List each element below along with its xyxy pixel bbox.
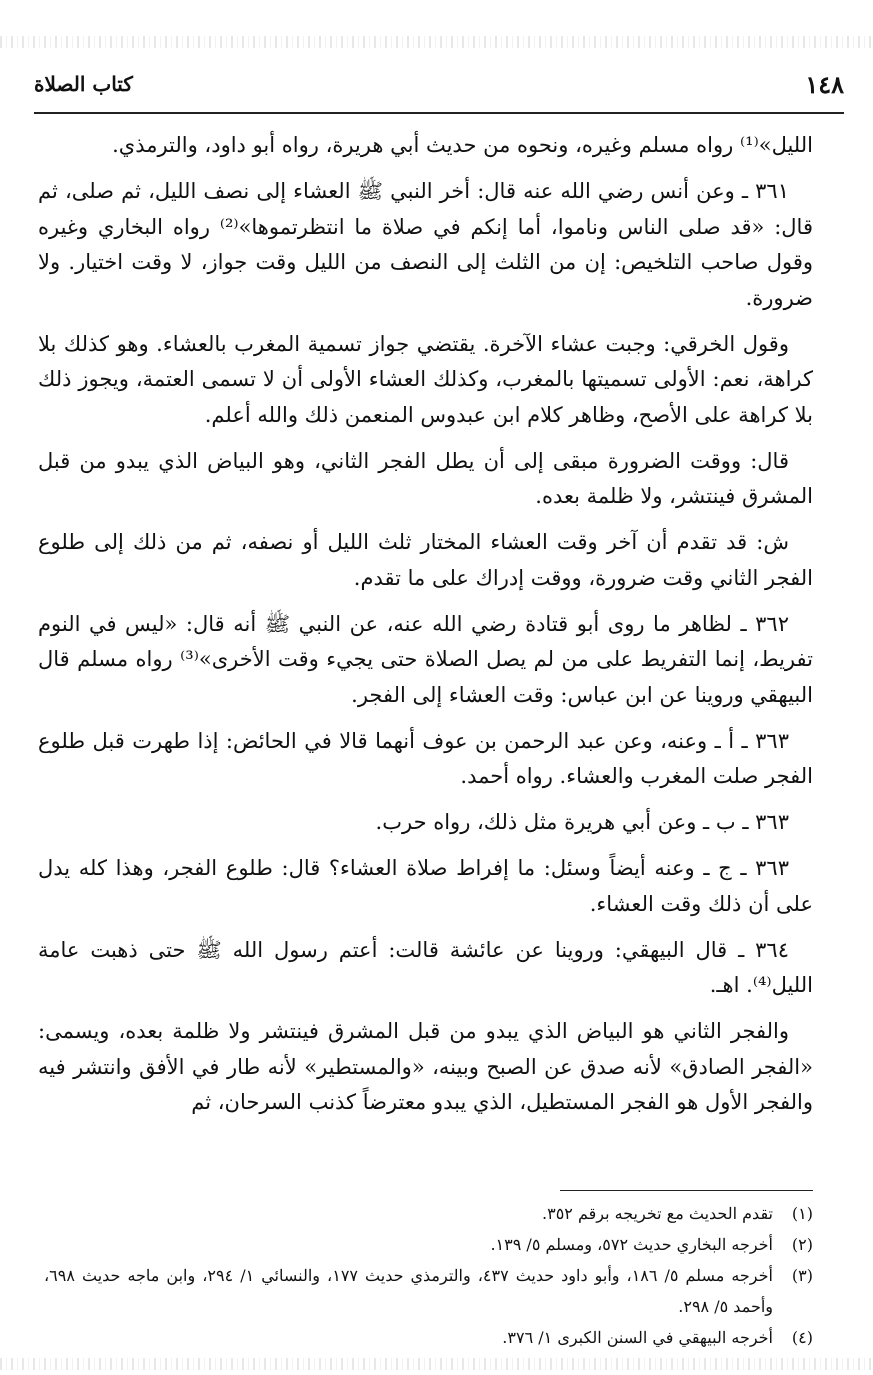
paragraph: وقول الخرقي: وجبت عشاء الآخرة. يقتضي جواز تسمية المغرب بالعشاء. وهو كذلك بلا كراهة، نعم: الأولى تسميتها بالمغرب، وكذلك العشاء الأولى أن لا تسمى العتمة، ويجوز ذلك بلا كراهة على الأصح، وظاهر كلام ابن عبدوس المنعمن ذلك والله أعلم. — [38, 331, 813, 427]
footnote — [44, 1198, 813, 1229]
paragraph: ٣٦٣ ـ أ ـ وعنه، وعن عبد الرحمن بن عوف أنهما قالا في الحائض: إذا طهرت قبل طلوع الفجر صلت المغرب والعشاء. رواه أحمد. — [38, 728, 813, 788]
footnote — [44, 1260, 813, 1322]
header-rule — [34, 112, 844, 114]
footnote-number: (٤) — [791, 1328, 813, 1347]
paragraph: والفجر الثاني هو البياض الذي يبدو من قبل المشرق فينتشر ولا ظلمة بعده، ويسمى: «الفجر الصادق» لأنه صدق عن الصبح وبينه، «والمستطير» لأنه طار في الأفق وانتشر فيه والفجر الأول هو الفجر المستطيل، الذي يبدو معترضاً كذنب السرحان، ثم — [38, 1019, 813, 1114]
paragraph: ش: قد تقدم أن آخر وقت العشاء المختار ثلث الليل أو نصفه، ثم من ذلك إلى طلوع الفجر الثاني وقت ضرورة، ووقت إدراك على ما تقدم. — [38, 530, 813, 590]
footnote-text: أخرجه البخاري حديث ٥٧٢، ومسلم ٥/ ١٣٩. — [490, 1235, 773, 1254]
footnote-rule — [560, 1190, 813, 1191]
footnote-number: (١) — [791, 1204, 813, 1223]
footnotes — [44, 1198, 813, 1353]
footnote — [44, 1322, 813, 1353]
paragraph: قال: ووقت الضرورة مبقى إلى أن يطل الفجر الثاني، وهو البياض الذي يبدو من قبل المشرق فينتشر، ولا ظلمة بعده. — [38, 448, 813, 508]
main-text — [38, 128, 813, 1131]
footnote-number: (٢) — [791, 1235, 813, 1254]
page-number: ١٤٨ — [805, 70, 844, 99]
footnote-text: أخرجه مسلم ٥/ ١٨٦، وأبو داود حديث ٤٣٧، والترمذي حديث ١٧٧، والنسائي ١/ ٢٩٤، وابن ماجه حديث ٦٩٨، وأحمد ٥/ ٢٩٨. — [44, 1266, 773, 1316]
footnote-number: (٣) — [791, 1266, 813, 1285]
scan-noise-top — [0, 36, 873, 48]
paragraph: ٣٦٣ ـ ج ـ وعنه أيضاً وسئل: ما إفراط صلاة العشاء؟ قال: طلوع الفجر، وهذا كله يدل على أن ذلك وقت العشاء. — [38, 856, 813, 916]
scan-noise-bottom — [0, 1358, 873, 1370]
footnote — [44, 1229, 813, 1260]
paragraph: ٣٦٣ ـ ب ـ وعن أبي هريرة مثل ذلك، رواه حرب. — [375, 810, 789, 834]
paragraph: ٣٦٢ ـ لظاهر ما روى أبو قتادة رضي الله عنه، عن النبي ﷺ أنه قال: «ليس في النوم تفريط، إنما التفريط على من لم يصل الصلاة حتى يجيء وقت الأخرى»⁽³⁾ رواه مسلم قال البيهقي وروينا عن ابن عباس: وقت العشاء إلى الفجر. — [38, 611, 813, 707]
page-header — [34, 70, 844, 106]
paragraph: الليل»⁽¹⁾ رواه مسلم وغيره، ونحوه من حديث أبي هريرة، رواه أبو داود، والترمذي. — [112, 133, 813, 157]
footnote-text: تقدم الحديث مع تخريجه برقم ٣٥٢. — [542, 1204, 773, 1223]
paragraph: ٣٦١ ـ وعن أنس رضي الله عنه قال: أخر النبي ﷺ العشاء إلى نصف الليل، ثم صلى، ثم قال: «قد صلى الناس وناموا، أما إنكم في صلاة ما انتظرتموها»⁽²⁾ رواه البخاري وغيره وقول صاحب التلخيص: إن من الثلث إلى النصف من الليل وقت جواز، لا وقت اختيار. ولا ضرورة. — [38, 179, 813, 310]
running-title: كتاب الصلاة — [34, 72, 133, 96]
paragraph: ٣٦٤ ـ قال البيهقي: وروينا عن عائشة قالت: أعتم رسول الله ﷺ حتى ذهبت عامة الليل⁽⁴⁾. اهـ. — [38, 937, 813, 997]
footnote-text: أخرجه البيهقي في السنن الكبرى ١/ ٣٧٦. — [502, 1328, 773, 1347]
